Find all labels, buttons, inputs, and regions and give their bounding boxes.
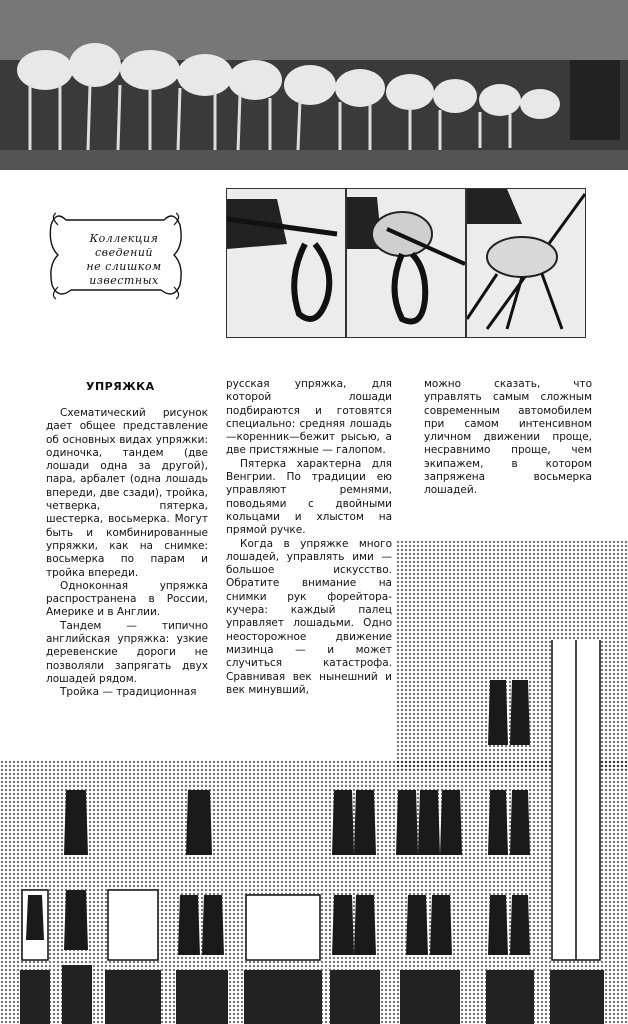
article-heading: УПРЯЖКА <box>86 380 155 393</box>
paragraph: можно сказать, что управлять самым сложным современным автомобилем при самом интенсивном уличном движении проще, несравнимо проще, чем экипажем, в котором запряжена восьмерка лошадей. <box>424 378 592 497</box>
harness-types-diagram-icon <box>0 640 628 1024</box>
cartouche-line: Коллекция <box>89 232 159 245</box>
paragraph: Схематический рисунок дает общее представление об основных видах упряжки: одиночка, тандем (две лошади одна за другой), пара, арбалет (одна лошадь впереди, две сзади), тройка, четверка, пятерка, шестерка, восьмерка. Могут быть и комбинированные упряжки, как на снимке: восьмерка по парам и тройка впереди. <box>46 407 208 579</box>
hand-reins-photo-icon <box>227 189 345 337</box>
harness-pair <box>105 890 161 1024</box>
paragraph: Когда в упряжке много лошадей, управлять ими — большое искусство. Обратите внимание на снимки рук форейтора-кучера: каждый палец управляет лошадьми. Одно неосторожное движение мизинца — и может случиться катастрофа. Сравнивая век нынешний и век минувший, <box>226 537 392 696</box>
hand-reins-photo-2 <box>346 188 466 338</box>
cartouche-line: сведений <box>95 246 153 259</box>
harness-troika <box>244 895 322 1024</box>
paragraph: русская упряжка, для которой лошади подбираются и готовятся специально: средняя лошадь—коренник—бежит рысью, а две пристяжные — галопом. <box>226 378 392 457</box>
paragraph: Тройка — традиционная <box>60 686 197 699</box>
cartouche-line: не слишком <box>86 260 162 273</box>
cartouche-line: известных <box>89 274 159 287</box>
harness-eight <box>550 640 604 1024</box>
article-column-3 <box>424 378 592 498</box>
hand-reins-photo-icon <box>347 189 465 337</box>
horses-team-photo-icon <box>0 0 628 170</box>
paragraph: Тандем — типично английская упряжка: узкие деревенские дороги не позволяли запрягать двух лошадей рядом. <box>46 619 208 685</box>
harness-arbalet <box>176 790 228 1024</box>
harness-five <box>396 790 462 1024</box>
harness-tandem <box>62 790 92 1024</box>
paragraph: Пятерка характерна для Венгрии. По традиции ею управляют ремнями, поводьями с двойными кольцами и хлыстом на прямой ручке. <box>226 457 392 537</box>
hand-reins-photo-3 <box>466 188 586 338</box>
hand-reins-photo-icon <box>467 189 585 337</box>
hand-reins-photo-1 <box>226 188 346 338</box>
horses-team-photo <box>0 0 628 170</box>
paragraph: Одноконная упряжка распространена в России, Америке и в Англии. <box>46 579 208 619</box>
harness-four <box>330 790 380 1024</box>
harness-six <box>486 680 534 1024</box>
cartouche-caption <box>78 232 170 288</box>
harness-single <box>20 890 50 1024</box>
